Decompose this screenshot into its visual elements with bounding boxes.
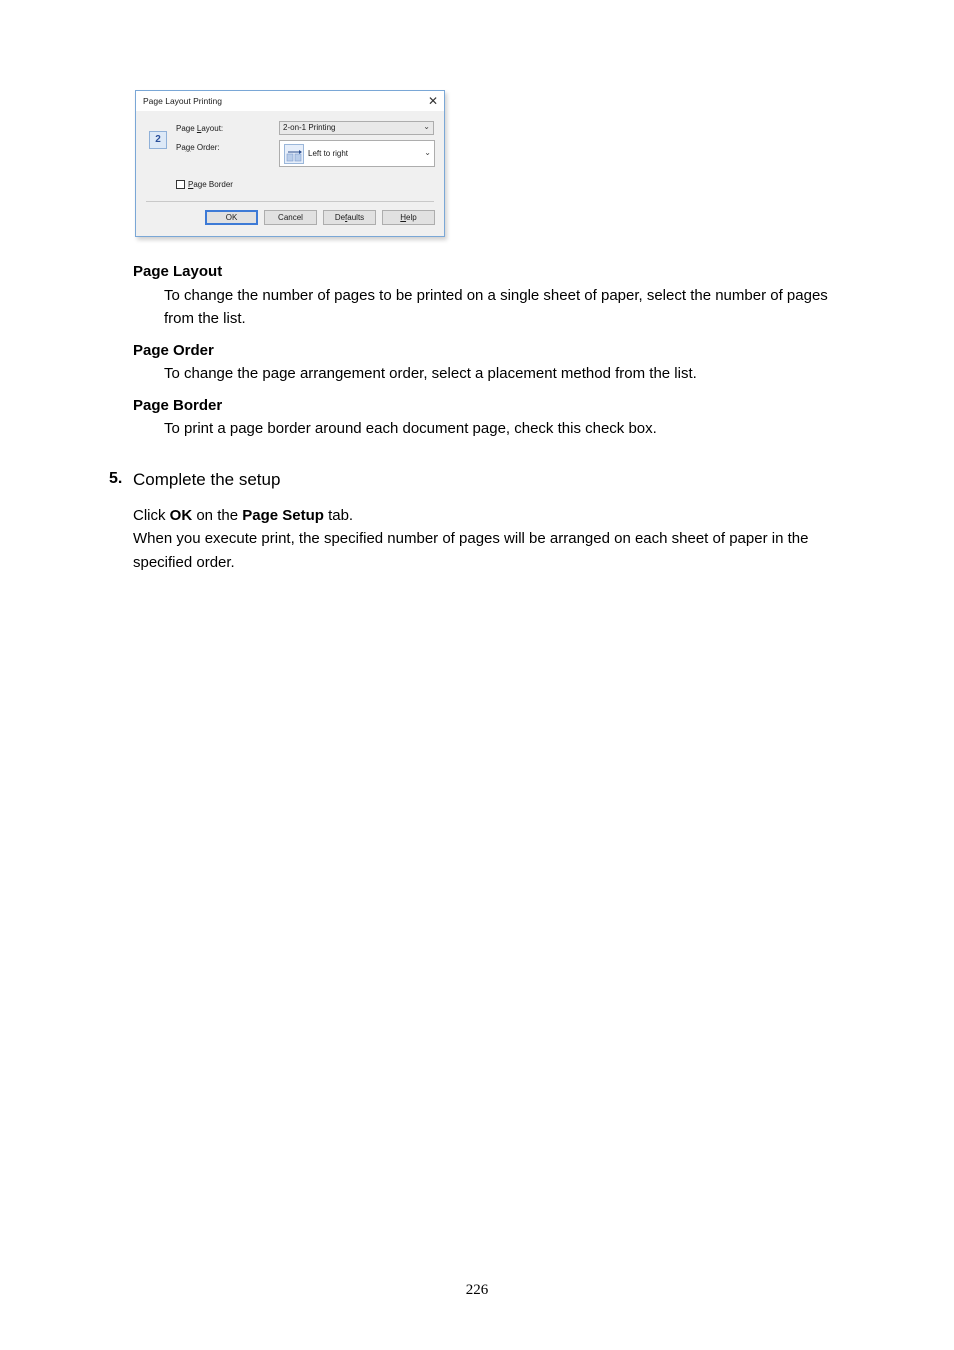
step-instruction: Click OK on the Page Setup tab. [133,507,354,524]
page-number: 226 [465,1282,489,1298]
page-border-label[interactable]: Page Border [188,180,233,189]
page-setup-term: Page Setup [242,507,324,524]
step-number: 5. [109,470,123,487]
cancel-button[interactable]: Cancel [264,210,317,225]
step-title: Complete the setup [133,470,281,489]
dialog-separator [146,201,434,202]
close-icon[interactable]: ✕ [427,94,439,108]
page-layout-printing-dialog [135,90,445,237]
definition-description: To change the number of pages to be printed on a single sheet of paper, select the number of pages from the list. [164,287,828,327]
page-order-dropdown[interactable] [279,140,435,167]
chevron-down-icon: ⌄ [423,122,430,131]
definition-term: Page Order [133,342,214,359]
definition-term: Page Layout [133,263,223,280]
page-layout-dropdown[interactable] [279,121,434,135]
help-button[interactable]: Help [382,210,435,225]
left-to-right-icon [284,144,304,164]
dialog-title-bar [136,91,444,111]
dialog-title: Page Layout Printing [143,96,222,106]
page-layout-value: 2-on-1 Printing [283,123,336,132]
page-layout-icon: 2 [149,131,167,149]
definition-term: Page Border [133,397,223,414]
ok-button[interactable]: OK [205,210,258,225]
step-result: When you execute print, the specified number of pages will be arranged on each sheet of paper in the specified order. [133,530,809,571]
definition-description: To change the page arrangement order, select a placement method from the list. [164,365,697,382]
page-order-value: Left to right [308,149,349,158]
definition-description: To print a page border around each document page, check this check box. [164,420,657,437]
chevron-down-icon: ⌄ [424,148,431,157]
defaults-button[interactable]: Defaults [323,210,376,225]
page-order-label: Page Order: [176,143,220,152]
page-layout-label: Page Layout: [176,124,224,133]
page-border-checkbox[interactable] [176,180,185,189]
ok-term: OK [169,507,193,524]
